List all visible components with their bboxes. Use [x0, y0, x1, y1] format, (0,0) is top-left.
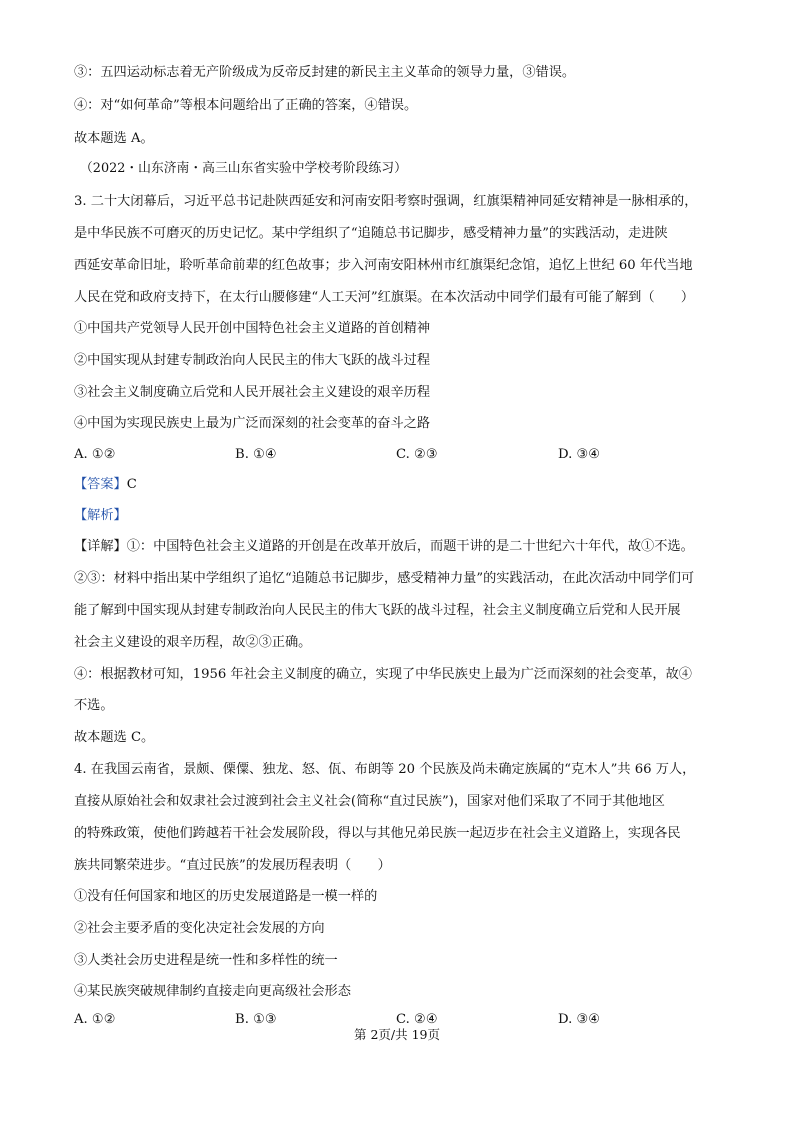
- q3-stem-line: 西延安革命旧址，聆听革命前辈的红色故事；步入河南安阳林州市红旗渠纪念馆，追忆上世纪 60 年代当地: [74, 258, 693, 273]
- prev-analysis-line: ④：对“如何革命”等根本问题给出了正确的答案，④错误。: [74, 98, 418, 113]
- q3-detail-line: 不选。: [74, 698, 114, 713]
- q4-stem-line: 直接从原始社会和奴隶社会过渡到社会主义社会(简称“直过民族”)，国家对他们采取了不同于其他地区: [74, 794, 665, 809]
- q3-option-b: B. ①④: [235, 447, 277, 462]
- q3-stem-line: 人民在党和政府支持下，在太行山腰修建“人工天河”红旗渠。在本次活动中同学们最有可能了解到（ ）: [74, 290, 695, 305]
- q4-option-b: B. ①③: [235, 1012, 277, 1027]
- question-source: （2022・山东济南・高三山东省实验中学校考阶段练习）: [80, 161, 407, 176]
- q4-statement: ③人类社会历史进程是统一性和多样性的统一: [74, 953, 338, 968]
- q3-statement: ②中国实现从封建专制政治向人民民主的伟大飞跃的战斗过程: [74, 353, 431, 368]
- answer-value: C: [126, 477, 137, 492]
- q3-detail-line: 故本题选 C。: [74, 730, 155, 745]
- detail-line: ①：中国特色社会主义道路的开创是在改革开放后，而题干讲的是二十世纪六十年代，故①不选。: [126, 539, 694, 554]
- prev-analysis-line: ③：五四运动标志着无产阶级成为反帝反封建的新民主主义革命的领导力量，③错误。: [74, 65, 576, 80]
- q3-stem-line: 3. 二十大闭幕后，习近平总书记赴陕西延安和河南安阳考察时强调，红旗渠精神同延安精神是一脉相承的，: [74, 194, 698, 209]
- q3-answer: [74, 476, 722, 494]
- prev-answer-line: 故本题选 A。: [74, 131, 154, 146]
- q4-statement: ①没有任何国家和地区的历史发展道路是一模一样的: [74, 889, 378, 904]
- page-footer: 第 2页/共 19页: [353, 1027, 441, 1042]
- q3-detail-line: ④：根据教材可知，1956 年社会主义制度的确立，实现了中华民族史上最为广泛而深刻的社会变革，故④: [74, 667, 692, 682]
- q3-analysis: [74, 507, 722, 525]
- q4-option-d: D. ③④: [558, 1012, 601, 1027]
- q3-statement: ①中国共产党领导人民开创中国特色社会主义道路的首创精神: [74, 321, 431, 336]
- q4-option-c: C. ②④: [396, 1012, 438, 1027]
- q3-options: [74, 446, 722, 464]
- q3-detail-line: ②③：材料中指出某中学组织了追忆“追随总书记脚步，感受精神力量”的实践活动，在此次活动中同学们可: [74, 571, 695, 586]
- q4-stem-line: 的特殊政策，使他们跨越若干社会发展阶段，得以与其他兄弟民族一起迈步在社会主义道路上，实现各民: [74, 826, 681, 841]
- detail-tag: 【详解】: [74, 539, 127, 554]
- q4-statement: ④某民族突破规律制约直接走向更高级社会形态: [74, 984, 351, 999]
- q3-statement: ③社会主义制度确立后党和人民开展社会主义建设的艰辛历程: [74, 385, 431, 400]
- q3-detail-line: 能了解到中国实现从封建专制政治向人民民主的伟大飞跃的战斗过程，社会主义制度确立后党和人民开展: [74, 603, 681, 618]
- q4-option-a: A. ①②: [74, 1012, 116, 1027]
- q3-option-a: A. ①②: [74, 447, 116, 462]
- q4-statement: ②社会主要矛盾的变化决定社会发展的方向: [74, 921, 325, 936]
- q3-statement: ④中国为实现民族史上最为广泛而深刻的社会变革的奋斗之路: [74, 416, 431, 431]
- answer-tag: 【答案】: [74, 477, 127, 492]
- q3-option-c: C. ②③: [396, 447, 438, 462]
- q3-stem-line: 是中华民族不可磨灭的历史记忆。某中学组织了“追随总书记脚步，感受精神力量”的实践活动，走进陕: [74, 226, 668, 241]
- q4-stem-line: 4. 在我国云南省，景颇、傈僳、独龙、怒、佤、布朗等 20 个民族及尚未确定族属的“克木人”共 66 万人，: [74, 762, 696, 777]
- q3-detail: [74, 538, 722, 556]
- q4-stem-line: 族共同繁荣进步。“直过民族”的发展历程表明（ ）: [74, 858, 391, 873]
- q3-option-d: D. ③④: [558, 447, 601, 462]
- analysis-tag: 【解析】: [74, 508, 127, 523]
- q3-detail-line: 社会主义建设的艰辛历程，故②③正确。: [74, 635, 312, 650]
